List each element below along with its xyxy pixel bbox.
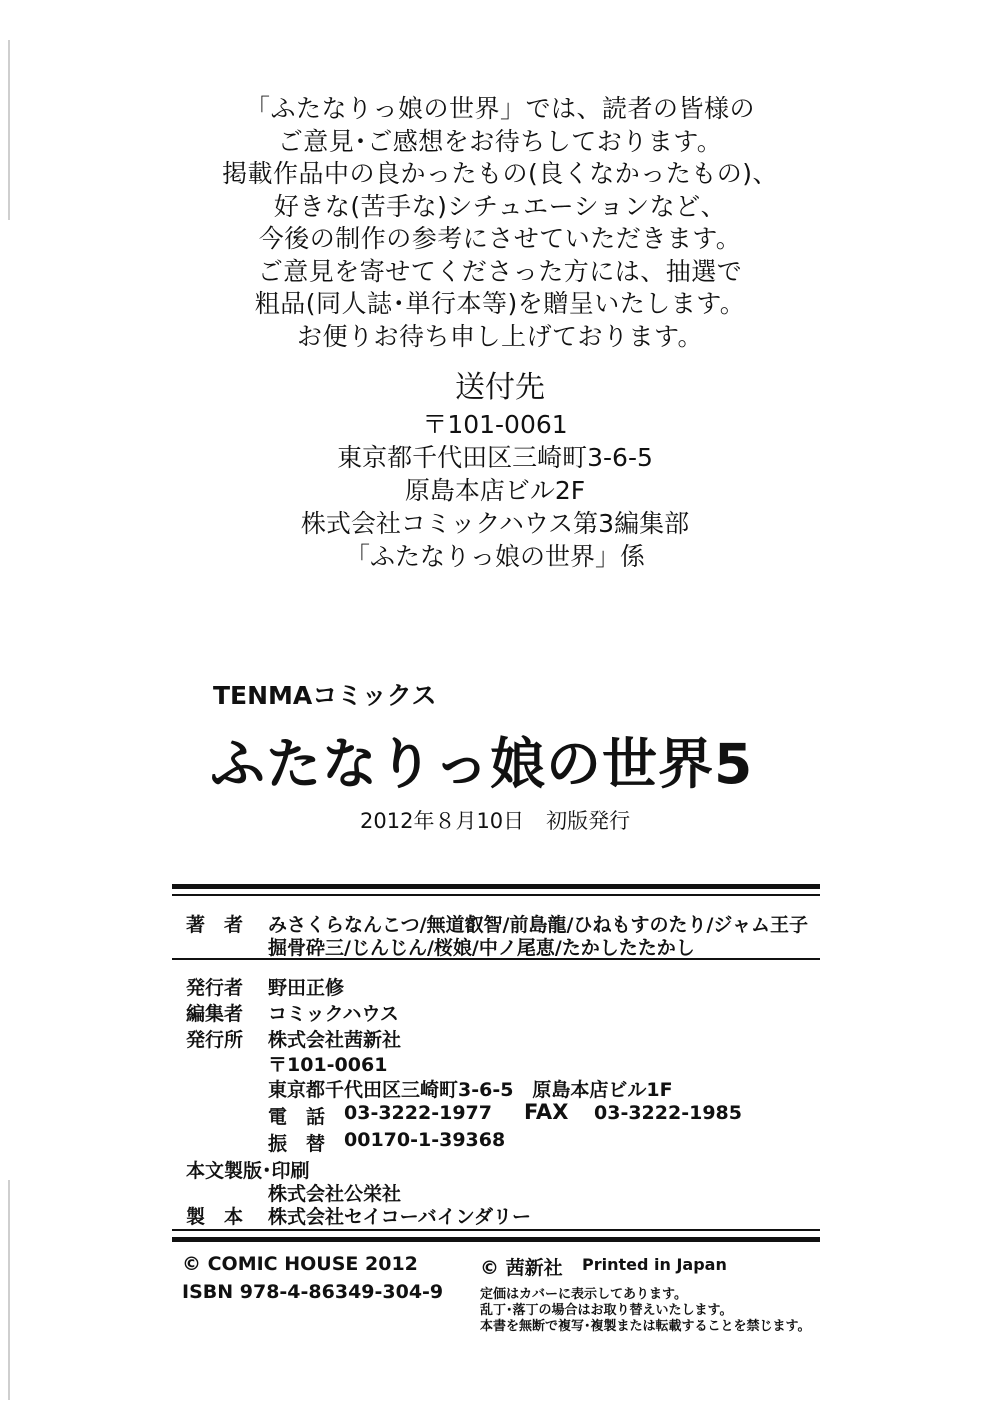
message-line: ご意見を寄せてくださった方には、抽選で: [257, 256, 743, 286]
editor-name: コミックハウス: [268, 1003, 399, 1025]
fax-number: 03-3222-1985: [594, 1102, 742, 1124]
message-line: 今後の制作の参考にさせていただきます。: [258, 224, 742, 253]
office-zip: 〒101-0061: [268, 1054, 388, 1076]
tel-key: 電 話: [268, 1106, 326, 1128]
office-address: 東京都千代田区三崎町3-6-5 原島本店ビル1F: [268, 1079, 673, 1101]
book-title: ふたなりっ娘の世界5: [210, 732, 754, 796]
message-line: お便りお待ち申し上げております。: [296, 321, 703, 351]
scan-artifact: [8, 1180, 10, 1400]
address-title: 送付先: [455, 370, 545, 405]
address-line: 「ふたなりっ娘の世界」係: [344, 542, 645, 571]
author-key: 著 者: [186, 914, 244, 936]
transfer-key: 振 替: [268, 1133, 326, 1155]
binding-key: 製 本: [186, 1206, 244, 1228]
divider: [172, 884, 820, 889]
binder-name: 株式会社セイコーバインダリー: [268, 1206, 531, 1228]
authors-line: 掘骨砕三/じんじん/桜娘/中ノ尾恵/たかしたたかし: [268, 937, 695, 959]
tel-number: 03-3222-1977: [344, 1102, 492, 1124]
date-text: 2012年８月10日: [360, 809, 525, 833]
divider: [172, 894, 820, 896]
note-line: 定価はカバーに表示してあります。: [480, 1287, 687, 1302]
copyright: © COMIC HOUSE 2012: [182, 1253, 418, 1275]
printed-in: Printed in Japan: [582, 1255, 727, 1274]
message-line: 「ふたなりっ娘の世界」では、読者の皆様の: [244, 94, 755, 123]
isbn: ISBN 978-4-86349-304-9: [182, 1281, 444, 1303]
printer-name: 株式会社公栄社: [268, 1183, 402, 1205]
note-line: 乱丁･落丁の場合はお取り替えいたします。: [480, 1303, 733, 1318]
address-line: 東京都千代田区三崎町3-6-5: [337, 443, 653, 472]
edition-text: 初版発行: [546, 809, 631, 833]
note-line: 本書を無断で複写･複製または転載することを禁じます。: [480, 1319, 811, 1334]
editor-key: 編集者: [186, 1003, 244, 1025]
reader-message: [0, 93, 1000, 353]
authors-line: みさくらなんこつ/無道叡智/前島龍/ひねもすのたり/ジャム王子: [268, 914, 808, 936]
message-line: ご意見･ご感想をお待ちしております。: [277, 126, 723, 156]
transfer-number: 00170-1-39368: [344, 1129, 506, 1151]
address-line: 株式会社コミックハウス第3編集部: [300, 509, 690, 538]
publisher-key: 発行者: [186, 977, 244, 999]
office-key: 発行所: [186, 1029, 244, 1051]
divider: [172, 1237, 820, 1242]
address-block: [0, 408, 990, 573]
message-line: 掲載作品中の良かったもの(良くなかったもの)、: [221, 159, 778, 188]
office-name: 株式会社茜新社: [268, 1029, 402, 1051]
address-line: 〒101-0061: [422, 410, 568, 439]
publisher-mark: © 茜新社: [480, 1257, 563, 1279]
print-key: 本文製版･印刷: [186, 1160, 310, 1182]
series-label: TENMAコミックス: [213, 681, 437, 710]
fax-key: FAX: [524, 1100, 569, 1124]
publisher-name: 野田正修: [268, 977, 345, 999]
message-line: 好きな(苦手な)シチュエーションなど、: [273, 191, 727, 221]
divider: [172, 1229, 820, 1231]
message-line: 粗品(同人誌･単行本等)を贈呈いたします。: [254, 289, 746, 318]
address-line: 原島本店ビル2F: [404, 476, 586, 505]
publication-date: [360, 805, 652, 835]
